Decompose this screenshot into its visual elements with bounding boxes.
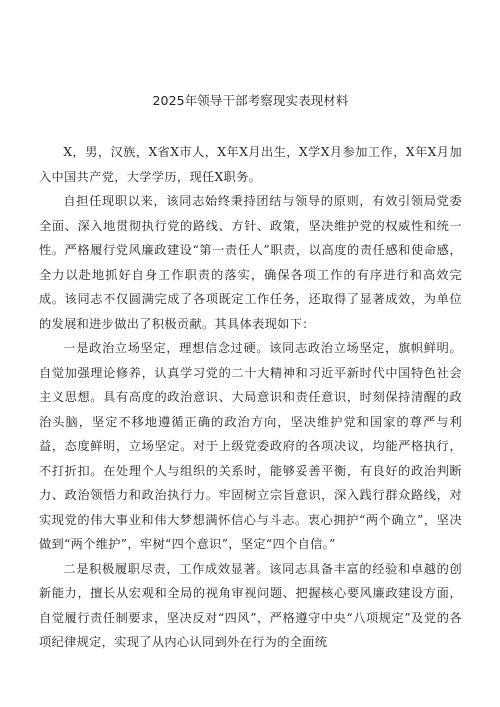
paragraph-performance: 二是积极履职尽责，工作成效显著。该同志具备丰富的经验和卓越的创新能力，擅长从宏观和全局的视角审视问题、把握核心要风廉政建设方面，自觉履行责任制要求，坚决反对“四风”，严格遵守中央“八项规定”及党的各项纪律规定，实现了从内心认同到外在行为的全面统 [39, 561, 462, 649]
paragraph-overview: 自担任现职以来，该同志始终秉持团结与领导的原则，有效引领局党委全面、深入地贯彻执行党的路线、方针、政策，坚决维护党的权威性和统一性。严格履行党风廉政建设“第一责任人”职责，以高度的责任感和使命感，全力以赴地抓好自身工作职责的落实，确保各项工作的有序进行和高效完成。该同志不仅圆满完成了各项既定工作任务，还取得了显著成效，为单位的发展和进步做出了积极贡献。其具体表现如下： [39, 194, 462, 331]
paragraph-basic-info: X，男，汉族，X省X市人，X年X月出生，X学X月参加工作，X年X月加入中国共产党，大学学历，现任X职务。 [39, 145, 462, 184]
paragraph-political-stance: 一是政治立场坚定，理想信念过硬。该同志政治立场坚定，旗帜鲜明。自觉加强理论修养，认真学习党的二十大精神和习近平新时代中国特色社会主义思想。具有高度的政治意识、大局意识和责任意识，时刻保持清醒的政治头脑，坚定不移地遵循正确的政治方向，坚决维护党和国家的尊严与利益，态度鲜明，立场坚定。对于上级党委政府的各项决议，均能严格执行，不打折扣。在处理个人与组织的关系时，能够妥善平衡，有良好的政治判断力、政治领悟力和政治执行力。牢固树立宗旨意识，深入践行群众路线，对实现党的伟大事业和伟大梦想满怀信心与斗志。衷心拥护“两个确立”，坚决做到“两个维护”，牢树“四个意识”，坚定“四个自信。” [39, 341, 462, 551]
document-body [39, 140, 462, 655]
document-title: 2025年领导干部考察现实表现材料 [152, 93, 349, 108]
